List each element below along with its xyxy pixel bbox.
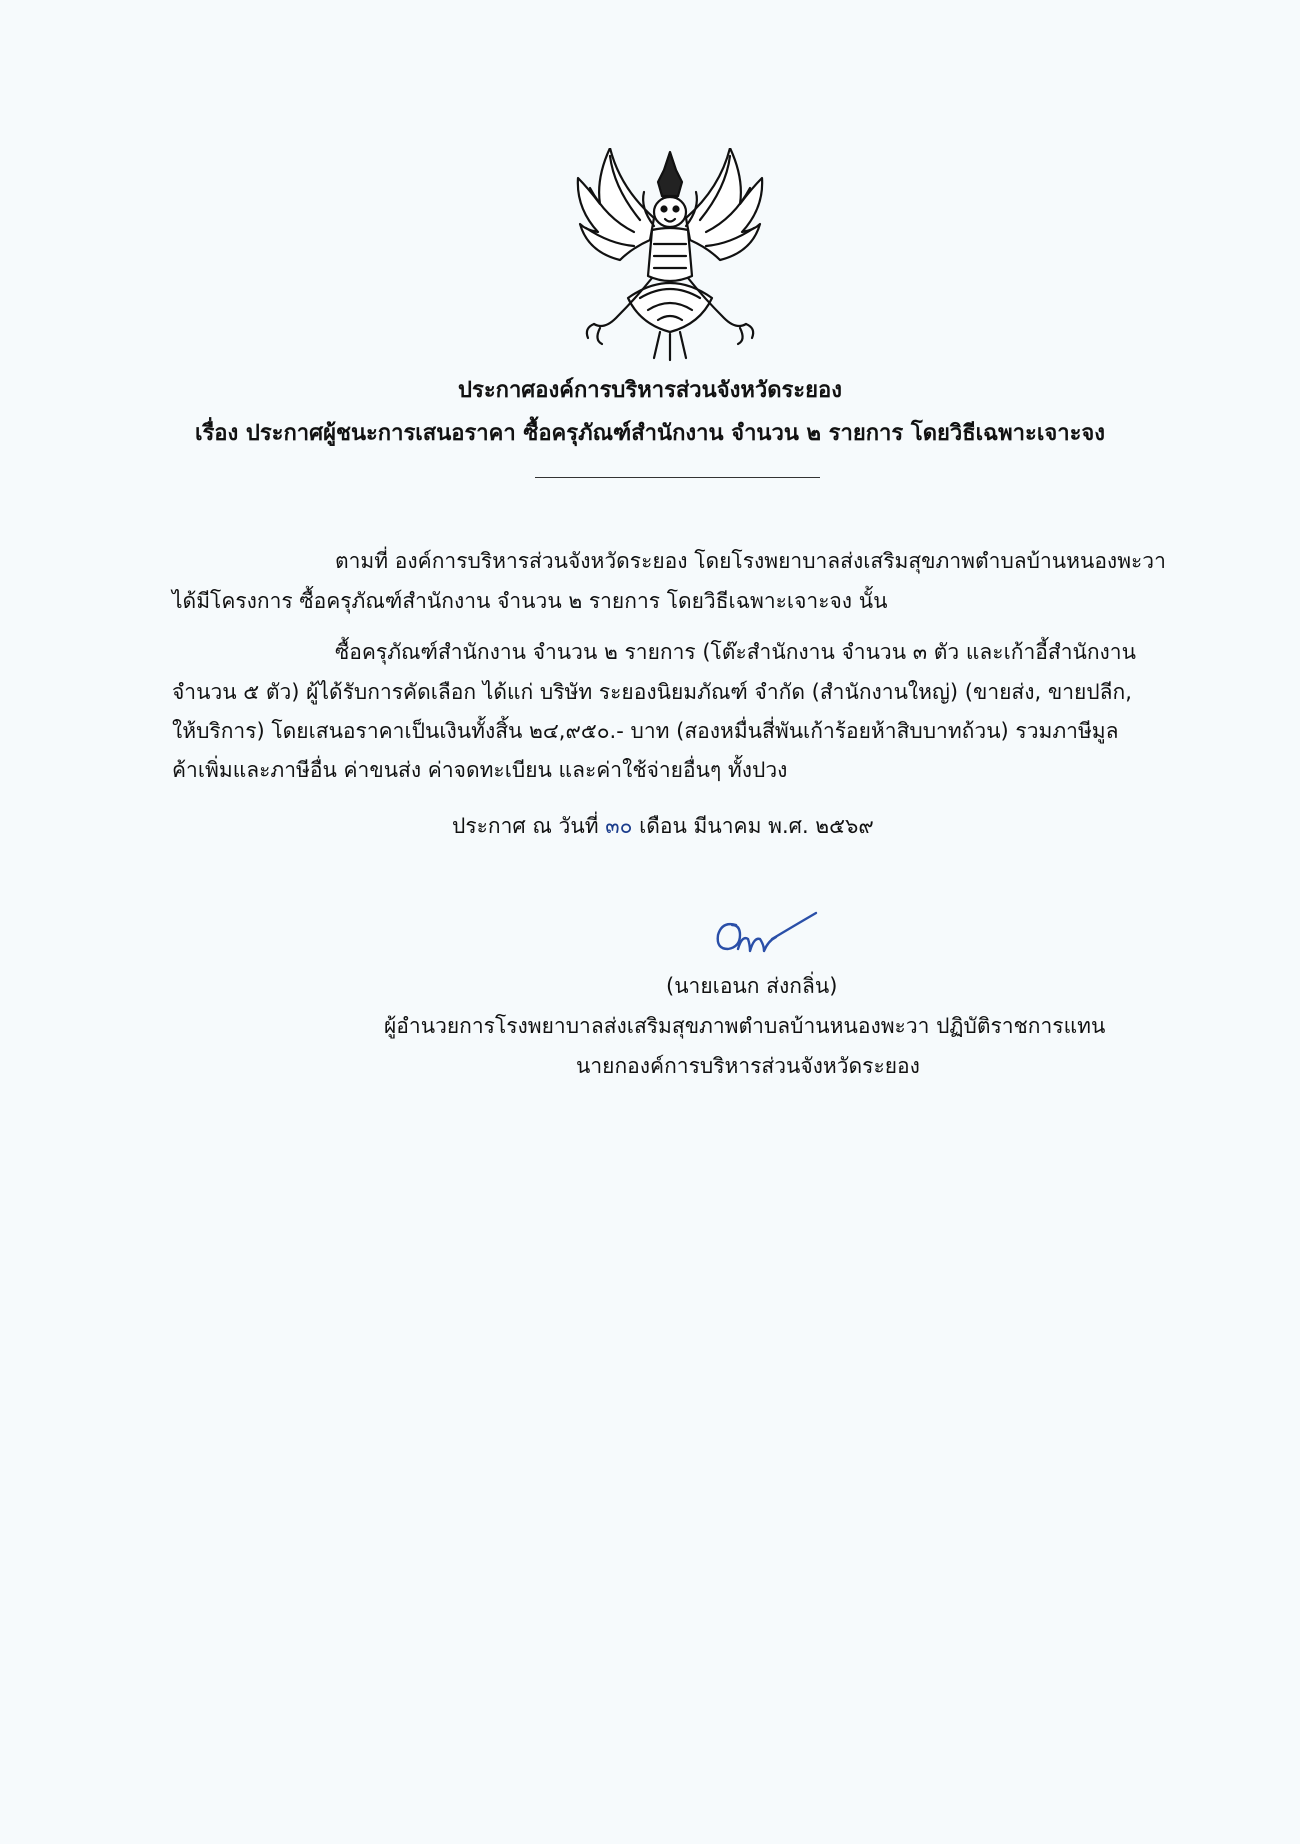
announcement-date-prefix: ประกาศ ณ วันที่ <box>452 814 606 838</box>
announcement-day: ๓๐ <box>605 814 633 838</box>
paragraph-2-line-1: ซื้อครุภัณฑ์สำนักงาน จำนวน ๒ รายการ (โต๊ะสำนักงาน จำนวน ๓ ตัว และเก้าอี้สำนักงาน <box>335 640 1136 664</box>
paragraph-2-line-3: ให้บริการ) โดยเสนอราคาเป็นเงินทั้งสิ้น ๒๔,๙๕๐.- บาท (สองหมื่นสี่พันเก้าร้อยห้าสิบบาทถ้วน) รวมภาษีมูล <box>172 719 1119 743</box>
paragraph-2-line-2: จำนวน ๕ ตัว) ผู้ได้รับการคัดเลือก ได้แก่ บริษัท ระยองนิยมภัณฑ์ จำกัด (สำนักงานใหญ่) (ขายส่ง, ขายปลีก, <box>172 680 1132 704</box>
paragraph-2-line-4: ค้าเพิ่มและภาษีอื่น ค่าขนส่ง ค่าจดทะเบียน และค่าใช้จ่ายอื่นๆ ทั้งปวง <box>172 758 788 782</box>
title-divider <box>535 477 820 478</box>
announcement-date-suffix: เดือน มีนาคม พ.ศ. ๒๕๖๙ <box>632 814 874 838</box>
paragraph-1-line-2: ได้มีโครงการ ซื้อครุภัณฑ์สำนักงาน จำนวน ๒ รายการ โดยวิธีเฉพาะเจาะจง นั้น <box>172 589 888 613</box>
signatory-name: (นายเอนก ส่งกลิ่น) <box>666 974 838 998</box>
signatory-position: ผู้อำนวยการโรงพยาบาลส่งเสริมสุขภาพตำบลบ้านหนองพะวา ปฏิบัติราชการแทน <box>384 1014 1106 1038</box>
announcement-title: ประกาศองค์การบริหารส่วนจังหวัดระยอง <box>458 378 842 403</box>
paragraph-1-line-1: ตามที่ องค์การบริหารส่วนจังหวัดระยอง โดยโรงพยาบาลส่งเสริมสุขภาพตำบลบ้านหนองพะวา <box>335 549 1166 573</box>
signatory-acting-for: นายกองค์การบริหารส่วนจังหวัดระยอง <box>576 1054 920 1078</box>
announcement-subject: เรื่อง ประกาศผู้ชนะการเสนอราคา ซื้อครุภัณฑ์สำนักงาน จำนวน ๒ รายการ โดยวิธีเฉพาะเจาะจง <box>194 421 1106 446</box>
announcement-date <box>452 816 874 837</box>
garuda-emblem-icon <box>570 148 770 363</box>
handwritten-signature <box>712 905 822 965</box>
